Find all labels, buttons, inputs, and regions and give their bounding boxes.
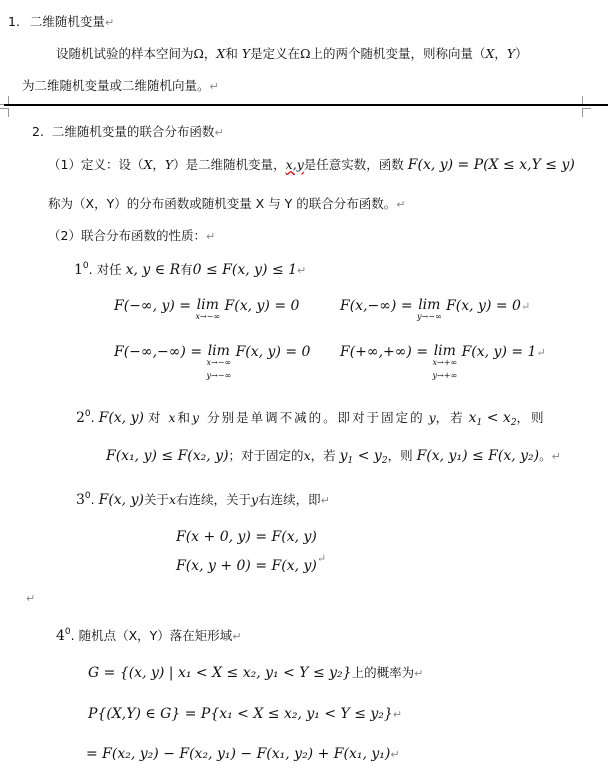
section1-line2: 为二维随机变量或二维随机向量。↵ — [22, 78, 219, 93]
properties-title: （2）联合分布函数的性质：↵ — [48, 228, 216, 243]
right-continuity-eq-1: F(x + 0, y) = F(x, y) — [176, 529, 317, 545]
section1-number: 1. — [8, 14, 20, 29]
property4-line: $4^0$. 随机点（X，Y）落在矩形域↵ — [56, 627, 242, 644]
probability-line: P{(X,Y) ∈ G} = P{x₁ < X ≤ x₂, y₁ < Y ≤ y₂}↵ — [88, 706, 403, 722]
section1-title: 二维随机变量 — [29, 14, 105, 29]
property2-line1: $2^0$. F(x, y) 对 x和y 分别是单调不减的。即对于固定的 y，若 $x_1 < x_2$，则 — [76, 409, 546, 428]
limit-formula-4: F(+∞,+∞) = lim x→+∞ y→+∞ F(x, y) = 1↵ — [340, 343, 546, 380]
right-continuity-eq-2: F(x, y + 0) = F(x, y)↵ — [176, 552, 327, 574]
property2-line2: F(x₁, y) ≤ F(x₂, y)；对于固定的x，若 $y_1 < y_2$，则 F(x, y₁) ≤ F(x, y₂)。↵ — [106, 448, 561, 466]
section2-title: 二维随机变量的联合分布函数 — [51, 124, 215, 139]
property3-line: $3^0$. F(x, y)关于x右连续，关于y右连续，即↵ — [76, 491, 330, 508]
limit-formula-2: F(x,−∞) = lim y→−∞ F(x, y) = 0↵ — [340, 297, 531, 321]
definition-formula: F(x, y) = P(X ≤ x,Y ≤ y) — [407, 157, 575, 173]
property1-line: $1^0$. 对任 x, y ∈ R有0 ≤ F(x, y) ≤ 1↵ — [74, 261, 307, 278]
definition-line2: 称为（X，Y）的分布函数或随机变量 X 与 Y 的联合分布函数。↵ — [48, 196, 406, 211]
page-corner-mark — [582, 108, 591, 117]
page-corner-mark — [0, 108, 9, 117]
result-line: = F(x₂, y₂) − F(x₂, y₁) − F(x₁, y₂) + F(x₁, y₁)↵ — [86, 746, 400, 762]
limit-formula-3: F(−∞,−∞) = lim x→−∞ y→−∞ F(x, y) = 0 — [114, 343, 311, 380]
empty-paragraph-mark: ↵ — [26, 592, 36, 605]
section2-heading: 2. 二维随机变量的联合分布函数↵ — [32, 124, 224, 139]
paragraph-mark-icon: ↵ — [104, 16, 115, 29]
definition-line1: （1）定义：设（X，Y）是二维随机变量，x,y是任意实数，函数 F(x, y) = P(X ≤ x,Y ≤ y) — [48, 157, 575, 173]
section1-line1: 设随机试验的样本空间为Ω，X和 Y是定义在Ω上的两个随机变量，则称向量（X，Y） — [56, 46, 528, 61]
section1-heading — [8, 12, 114, 30]
rectangle-domain-line: G = {(x, y) | x₁ < X ≤ x₂, y₁ < Y ≤ y₂}上的概率为↵ — [88, 665, 424, 681]
limit-formula-1: F(−∞, y) = lim x→−∞ F(x, y) = 0 — [114, 297, 300, 321]
page-break-line — [4, 104, 608, 106]
section2-number: 2. — [32, 124, 44, 139]
